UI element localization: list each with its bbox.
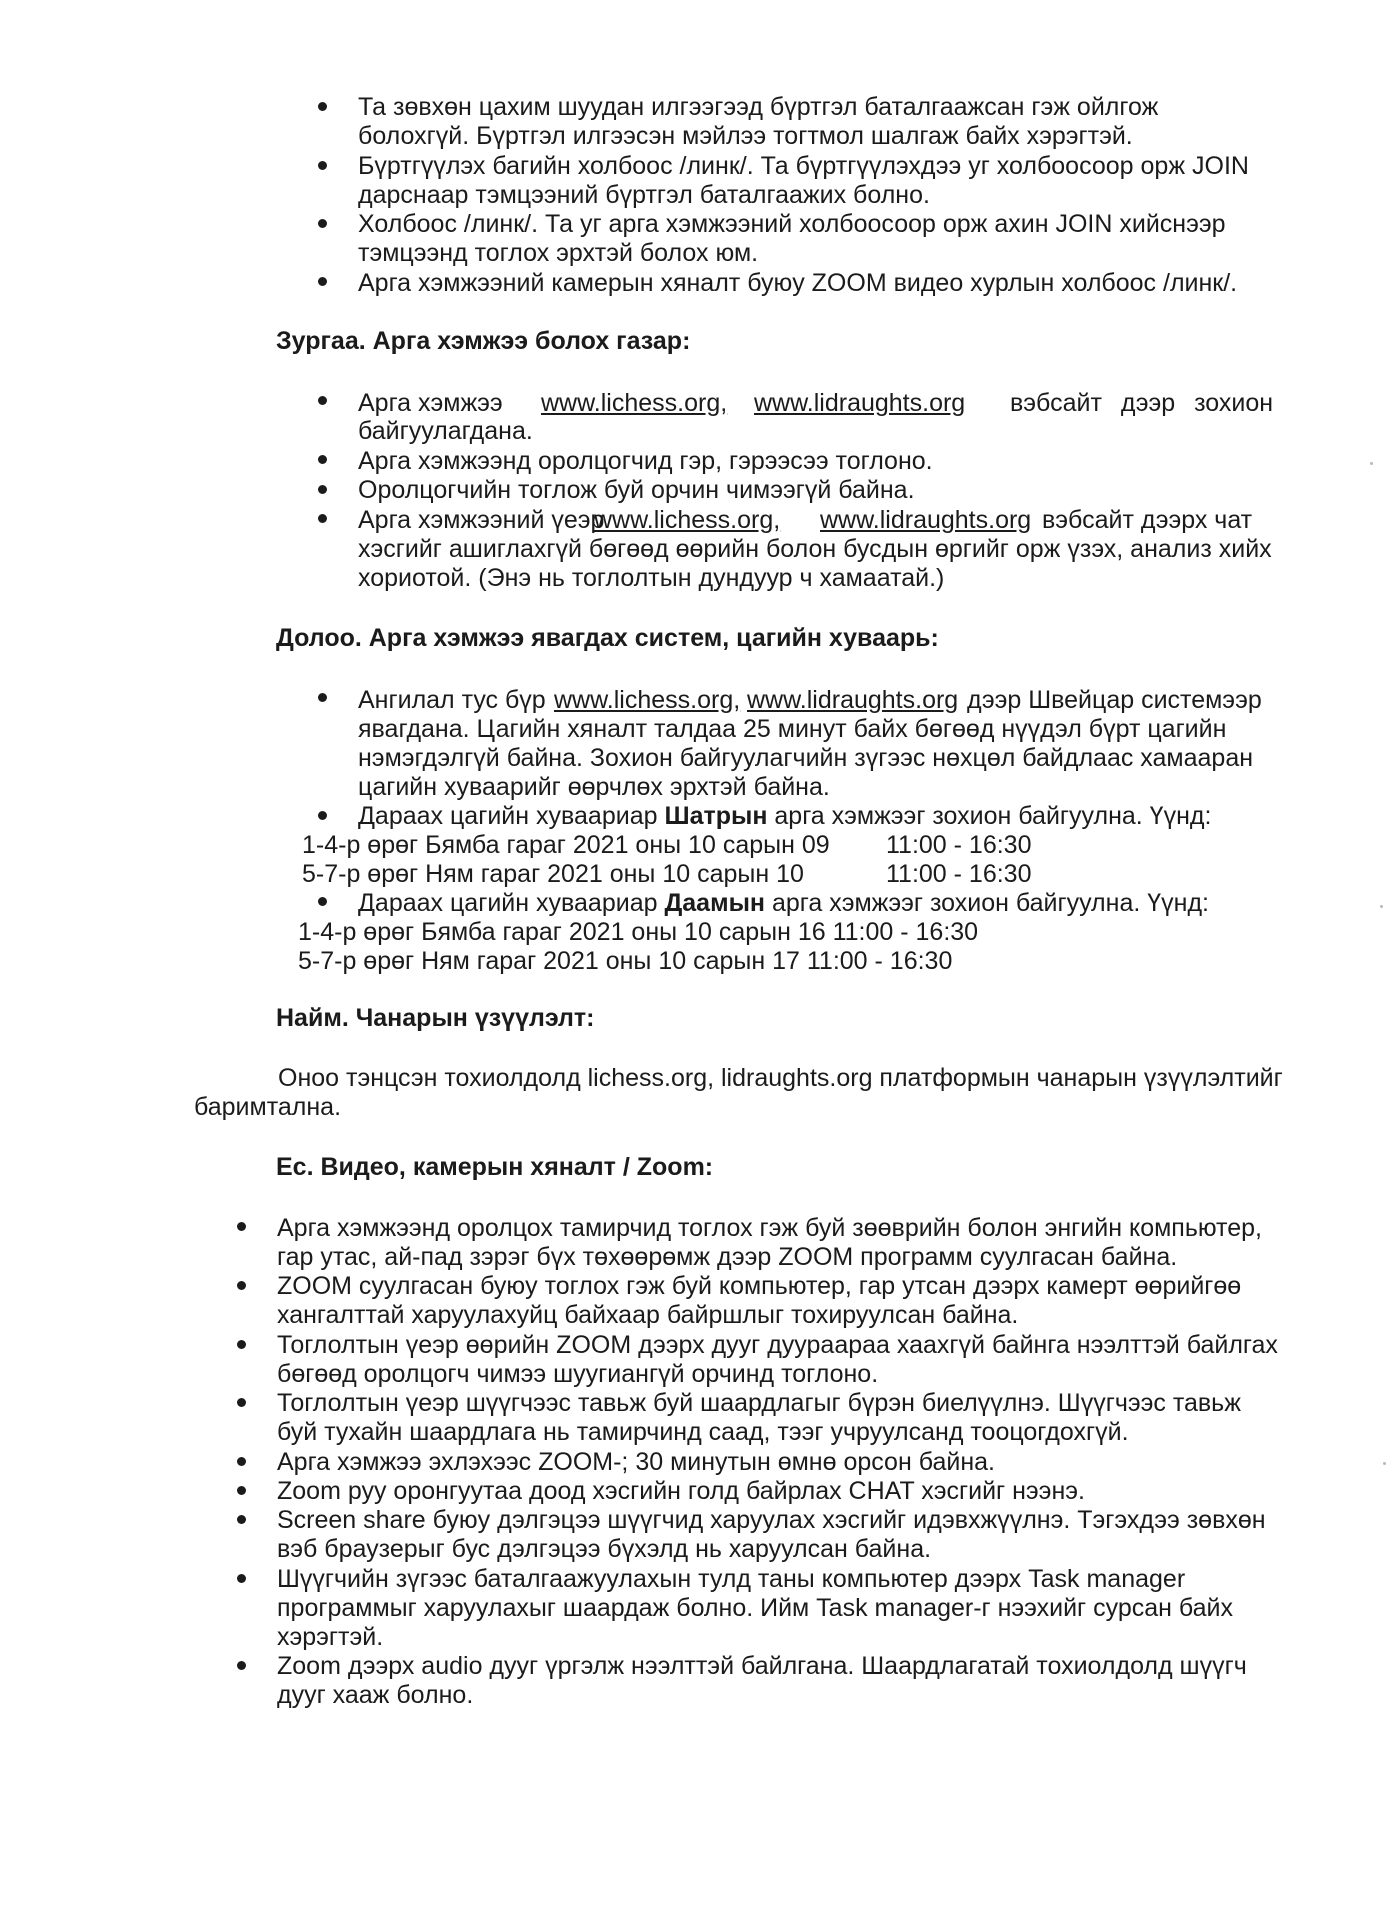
lidraughts-link[interactable]: www.lidraughts.org bbox=[820, 506, 1032, 534]
list-item-line: дарснаар тэмцээний бүртгэл баталгаажих болно. bbox=[358, 181, 930, 209]
section-heading: Долоо. Арга хэмжээ явагдах систем, цагийн хуваарь: bbox=[276, 624, 939, 652]
list-item-line: болохгүй. Бүртгэл илгээсэн мэйлээ тогтмол шалгаж байх хэрэгтэй. bbox=[358, 122, 1133, 150]
list-item-line: вэбсайт дээр зохион bbox=[1010, 389, 1274, 417]
schedule-intro: Дараах цагийн хуваариар bbox=[358, 889, 658, 917]
list-item-line: Zoom дээрх audio дууг үргэлж нээлттэй байлгана. Шаардлагатай тохиолдолд шүүгч bbox=[277, 1652, 1247, 1680]
section-heading: Ес. Видео, камерын хяналт / Zoom: bbox=[276, 1153, 714, 1181]
paragraph-line: баримтална. bbox=[194, 1093, 342, 1121]
lichess-link[interactable]: www.lichess.org, bbox=[541, 389, 728, 417]
bullet-icon bbox=[318, 161, 327, 170]
list-item-line: Арга хэмжээнд оролцогчид гэр, гэрээсээ тоглоно. bbox=[358, 447, 933, 475]
section-heading: Найм. Чанарын үзүүлэлт: bbox=[276, 1004, 595, 1032]
list-item-line: Арга хэмжээ bbox=[358, 389, 503, 417]
bullet-icon bbox=[237, 1515, 246, 1524]
list-item-line: Screen share буюу дэлгэцээ шүүгчид харуулах хэсгийг идэвхжүүлнэ. Тэгэхдээ зөвхөн bbox=[277, 1506, 1266, 1534]
list-item-line: дээр Швейцар системээр bbox=[967, 686, 1262, 714]
list-item-line: вэб браузерыг бус дэлгэцээ бүхэлд нь харуулсан байна. bbox=[277, 1535, 932, 1563]
list-item-line: ZOOM суулгасан буюу тоглох гэж буй компьютер, гар утсан дээрх камерт өөрийгөө bbox=[277, 1272, 1242, 1300]
lidraughts-link[interactable]: www.lidraughts.org bbox=[747, 686, 959, 714]
list-item-line: Оролцогчийн тоглож буй орчин чимээгүй байна. bbox=[358, 476, 915, 504]
bullet-icon bbox=[318, 455, 327, 464]
bullet-icon bbox=[237, 1574, 246, 1583]
chess-schedule-date: 1-4-р өрөг Бямба гараг 2021 оны 10 сарын 09 bbox=[302, 831, 830, 859]
scan-speck bbox=[1370, 462, 1373, 465]
bullet-icon bbox=[237, 1486, 246, 1495]
list-item-line: Арга хэмжээний камерын хяналт буюу ZOOM видео хурлын холбоос /линк/. bbox=[358, 269, 1238, 297]
list-item-line: цагийн хуваарийг өөрчлөх эрхтэй байна. bbox=[358, 773, 830, 801]
bullet-icon bbox=[318, 897, 327, 906]
list-item-line: Арга хэмжээ эхлэхээс ZOOM-; 30 минутын өмнө орсон байна. bbox=[277, 1448, 995, 1476]
section-heading: Зургаа. Арга хэмжээ болох газар: bbox=[276, 327, 691, 355]
bullet-icon bbox=[318, 102, 327, 111]
lichess-link[interactable]: www.lichess.org, bbox=[554, 686, 741, 714]
list-item-line: хангалттай харуулахуйц байхаар байршлыг тохируулсан байна. bbox=[277, 1301, 1019, 1329]
bullet-icon bbox=[318, 811, 327, 820]
list-item-line: гар утас, ай-пад зэрэг бүх төхөөрөмж дээр ZOOM программ суулгасан байна. bbox=[277, 1243, 1178, 1271]
list-item-line bbox=[358, 888, 1209, 918]
list-item-line: Zoom руу оронгуутаа доод хэсгийн голд байрлах CHAT хэсгийг нээнэ. bbox=[277, 1477, 1085, 1505]
bullet-icon bbox=[318, 514, 327, 523]
lichess-link[interactable]: www.lichess.org, bbox=[594, 506, 781, 534]
list-item-line: Арга хэмжээнд оролцох тамирчид тоглох гэж буй зөөврийн болон энгийн компьютер, bbox=[277, 1214, 1262, 1242]
lidraughts-link[interactable]: www.lidraughts.org bbox=[754, 389, 966, 417]
bullet-icon bbox=[318, 693, 327, 702]
list-item-line: явагдана. Цагийн хяналт талдаа 25 минут байх бөгөөд нүүдэл бүрт цагийн bbox=[358, 715, 1227, 743]
bullet-icon bbox=[237, 1398, 246, 1407]
list-item-line: хориотой. (Энэ нь тоглолтын дундуур ч хамаатай.) bbox=[358, 564, 945, 592]
scan-speck bbox=[1383, 1462, 1386, 1465]
list-item-line: Тоглолтын үеэр өөрийн ZOOM дээрх дууг дуураараа хаахгүй байнга нээлттэй байлгах bbox=[277, 1331, 1278, 1359]
list-item-line: Шүүгчийн зүгээс баталгаажуулахын тулд таны компьютер дээрх Task manager bbox=[277, 1565, 1186, 1593]
schedule-intro-end: арга хэмжээг зохион байгуулна. Үүнд: bbox=[771, 889, 1209, 917]
list-item-line: Тоглолтын үеэр шүүгчээс тавьж буй шаардлагыг бүрэн биелүүлнэ. Шүүгчээс тавьж bbox=[277, 1389, 1241, 1417]
bullet-icon bbox=[237, 1222, 246, 1231]
list-item-line: Арга хэмжээний үеэр bbox=[358, 506, 605, 534]
bullet-icon bbox=[318, 219, 327, 228]
chess-label: Шатрын bbox=[664, 802, 768, 830]
chess-schedule-date: 5-7-р өрөг Ням гараг 2021 оны 10 сарын 10 bbox=[302, 860, 804, 888]
chess-schedule-time: 11:00 - 16:30 bbox=[886, 860, 1032, 888]
bullet-icon bbox=[318, 485, 327, 494]
paragraph-line: Оноо тэнцсэн тохиолдолд lichess.org, lidraughts.org платформын чанарын үзүүлэлтийг bbox=[278, 1064, 1283, 1092]
list-item-line: хэрэгтэй. bbox=[277, 1623, 384, 1651]
scan-speck bbox=[1380, 905, 1383, 908]
schedule-intro: Дараах цагийн хуваариар bbox=[358, 802, 658, 830]
bullet-icon bbox=[318, 396, 327, 405]
list-item-line: дууг хааж болно. bbox=[277, 1681, 474, 1709]
list-item-line: тэмцээнд тоглох эрхтэй болох юм. bbox=[358, 239, 759, 267]
chess-schedule-time: 11:00 - 16:30 bbox=[886, 831, 1032, 859]
list-item-line: нэмэгдэлгүй байна. Зохион байгуулагчийн зүгээс нөхцөл байдлаас хамааран bbox=[358, 744, 1254, 772]
bullet-icon bbox=[318, 277, 327, 286]
list-item-line: бөгөөд оролцогч чимээ шуугиангүй орчинд тоглоно. bbox=[277, 1360, 879, 1388]
bullet-icon bbox=[237, 1340, 246, 1349]
draughts-schedule-row: 1-4-р өрөг Бямба гараг 2021 оны 10 сарын 16 11:00 - 16:30 bbox=[298, 918, 979, 946]
list-item-line: программыг харуулахыг шаардаж болно. Ийм Task manager-г нээхийг сурсан байх bbox=[277, 1594, 1234, 1622]
draughts-label: Даамын bbox=[664, 889, 766, 917]
list-item-line: Ангилал тус бүр bbox=[358, 686, 546, 714]
list-item-line: Бүртгүүлэх багийн холбоос /линк/. Та бүртгүүлэхдээ уг холбоосоор орж JOIN bbox=[358, 152, 1249, 180]
list-item-line: байгуулагдана. bbox=[358, 417, 533, 445]
list-item-line: вэбсайт дээрх чат bbox=[1042, 506, 1253, 534]
list-item-line: Та зөвхөн цахим шуудан илгээгээд бүртгэл баталгаажсан гэж ойлгож bbox=[358, 93, 1159, 121]
bullet-icon bbox=[237, 1661, 246, 1670]
list-item-line bbox=[358, 801, 1211, 831]
list-item-line: буй тухайн шаардлага нь тамирчинд саад, тээг учруулсанд тооцогдохгүй. bbox=[277, 1418, 1129, 1446]
draughts-schedule-row: 5-7-р өрөг Ням гараг 2021 оны 10 сарын 17 11:00 - 16:30 bbox=[298, 947, 953, 975]
bullet-icon bbox=[237, 1281, 246, 1290]
bullet-icon bbox=[237, 1457, 246, 1466]
schedule-intro-end: арга хэмжээг зохион байгуулна. Үүнд: bbox=[774, 802, 1212, 830]
list-item-line: Холбоос /линк/. Та уг арга хэмжээний холбоосоор орж ахин JOIN хийснээр bbox=[358, 210, 1226, 238]
list-item-line: хэсгийг ашиглахгүй бөгөөд өөрийн болон бусдын өргийг орж үзэх, анализ хийх bbox=[358, 535, 1272, 563]
